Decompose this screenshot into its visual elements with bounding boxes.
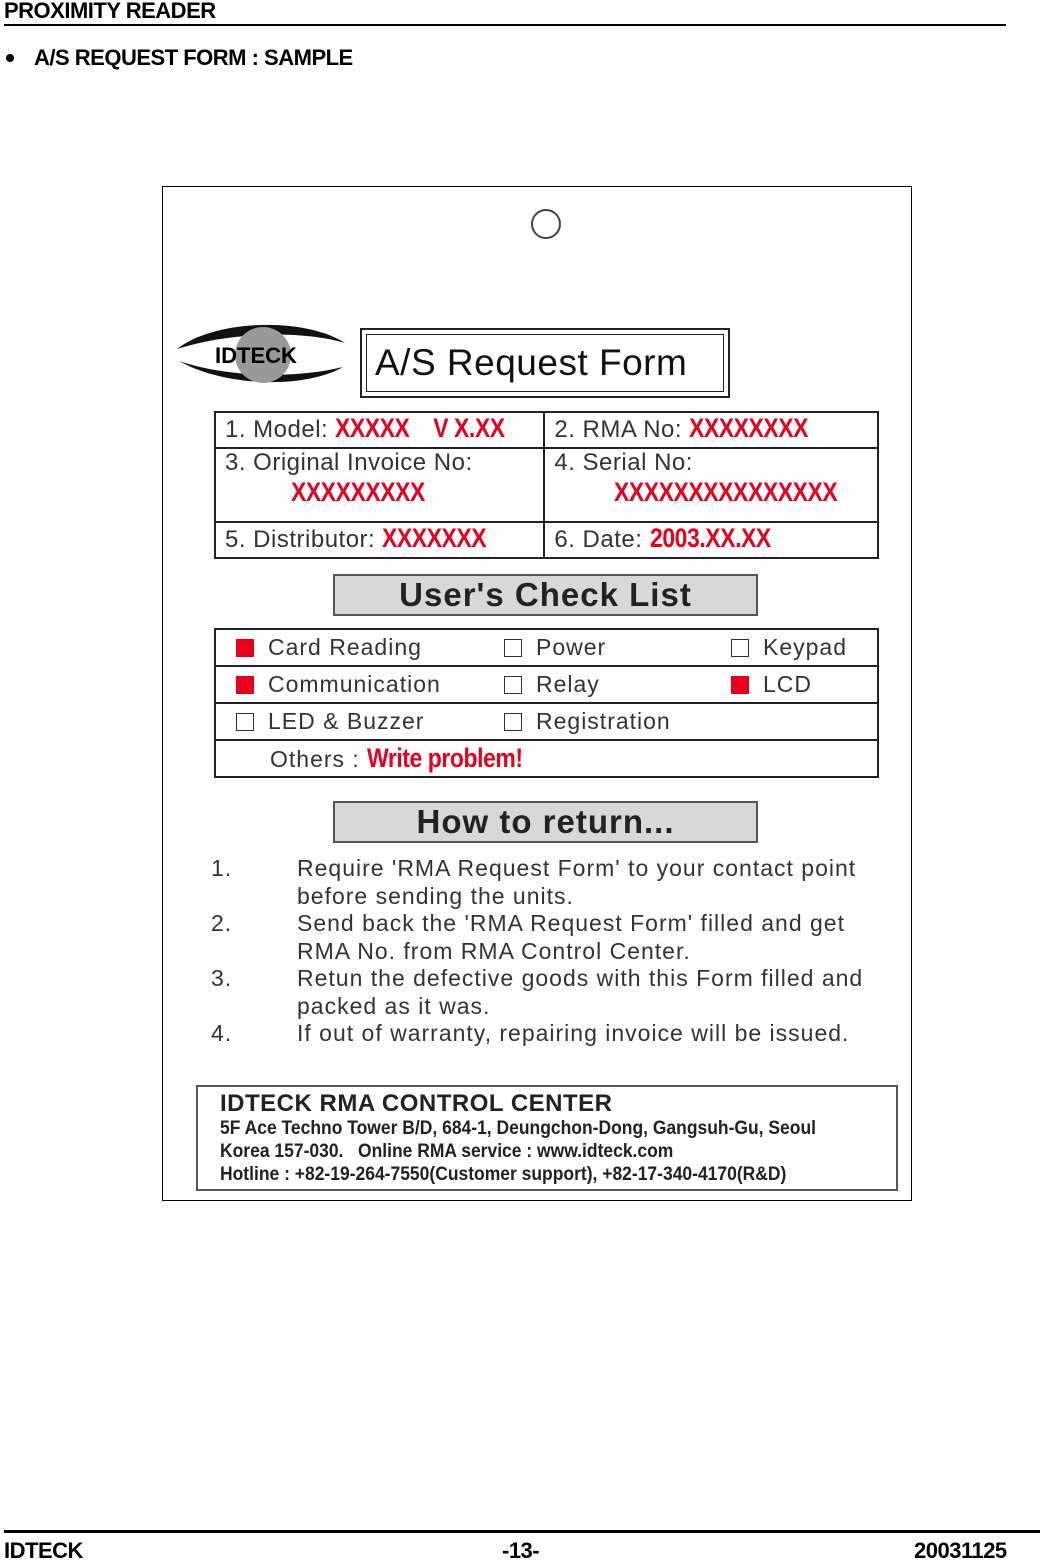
form-sample-image bbox=[162, 186, 912, 1201]
check-label: Communication bbox=[268, 671, 441, 697]
step-text: Send back the 'RMA Request Form' filled and get RMA No. from RMA Control Center. bbox=[297, 910, 845, 964]
info-table bbox=[214, 411, 879, 559]
contact-hotline: Hotline : +82-19-264-7550(Customer support), +82-17-340-4170(R&D) bbox=[220, 1164, 787, 1185]
bullet-icon bbox=[6, 54, 14, 62]
step-number: 1. bbox=[211, 855, 233, 881]
checklist-heading: User's Check List bbox=[333, 574, 758, 616]
checkbox-checked-icon bbox=[731, 676, 749, 694]
distributor-value: XXXXXXX bbox=[382, 523, 487, 553]
date-label: 6. Date: bbox=[554, 526, 643, 553]
hole-punch-icon bbox=[531, 209, 561, 239]
return-step bbox=[211, 1019, 901, 1047]
checkbox-checked-icon bbox=[236, 676, 254, 694]
idteck-logo bbox=[175, 317, 347, 387]
rma-cell bbox=[544, 412, 878, 448]
check-card-reading bbox=[215, 629, 484, 666]
logo-text: IDTECK bbox=[215, 343, 297, 368]
invoice-label: 3. Original Invoice No: bbox=[225, 449, 473, 476]
invoice-cell bbox=[215, 448, 544, 522]
step-text: Require 'RMA Request Form' to your contact point before sending the units. bbox=[297, 855, 857, 909]
footer-date: 20031125 bbox=[914, 1538, 1007, 1563]
model-label: 1. Model: bbox=[225, 416, 329, 443]
footer-company: IDTECK bbox=[4, 1538, 83, 1563]
section-heading-text: A/S REQUEST FORM : SAMPLE bbox=[34, 45, 353, 70]
form-title: A/S Request Form bbox=[366, 334, 724, 392]
rma-value: XXXXXXXX bbox=[689, 413, 809, 443]
step-text: If out of warranty, repairing invoice will be issued. bbox=[297, 1020, 850, 1046]
step-text: Retun the defective goods with this Form filled and packed as it was. bbox=[297, 965, 864, 1019]
form-title-box bbox=[360, 328, 730, 398]
footer-page-number: -13- bbox=[502, 1538, 540, 1563]
checkbox-checked-icon bbox=[236, 639, 254, 657]
check-label: Keypad bbox=[763, 634, 848, 660]
check-empty bbox=[711, 703, 878, 740]
checklist-table bbox=[214, 628, 879, 778]
check-label: Relay bbox=[536, 671, 600, 697]
checkbox-empty-icon bbox=[504, 639, 522, 657]
contact-address: 5F Ace Techno Tower B/D, 684-1, Deungchon-Dong, Gangsuh-Gu, Seoul bbox=[220, 1118, 816, 1139]
contact-title: IDTECK RMA CONTROL CENTER bbox=[220, 1090, 613, 1117]
check-keypad bbox=[711, 629, 878, 666]
checkbox-empty-icon bbox=[236, 713, 254, 731]
others-label: Others : bbox=[270, 746, 360, 772]
date-cell bbox=[544, 522, 878, 558]
check-label: LED & Buzzer bbox=[268, 708, 425, 734]
return-heading: How to return... bbox=[333, 801, 758, 843]
check-label: Power bbox=[536, 634, 607, 660]
return-step bbox=[211, 964, 901, 1020]
contact-box bbox=[196, 1085, 898, 1191]
check-label: LCD bbox=[763, 671, 813, 697]
check-communication bbox=[215, 666, 484, 703]
check-led-buzzer bbox=[215, 703, 484, 740]
distributor-cell bbox=[215, 522, 544, 558]
check-lcd bbox=[711, 666, 878, 703]
checkbox-empty-icon bbox=[504, 676, 522, 694]
check-registration bbox=[484, 703, 711, 740]
invoice-value: XXXXXXXXX bbox=[291, 477, 425, 507]
return-step bbox=[211, 909, 901, 965]
page-footer bbox=[4, 1530, 1040, 1563]
check-label: Registration bbox=[536, 708, 671, 734]
step-number: 4. bbox=[211, 1020, 233, 1046]
others-value: Write problem! bbox=[367, 743, 523, 773]
rma-label: 2. RMA No: bbox=[554, 416, 683, 443]
serial-cell bbox=[544, 448, 878, 522]
serial-label: 4. Serial No: bbox=[554, 449, 693, 476]
serial-value: XXXXXXXXXXXXXXX bbox=[614, 477, 838, 507]
date-value: 2003.XX.XX bbox=[649, 523, 771, 553]
step-number: 2. bbox=[211, 910, 233, 936]
checkbox-empty-icon bbox=[504, 713, 522, 731]
check-relay bbox=[484, 666, 711, 703]
section-heading bbox=[6, 45, 353, 71]
check-others bbox=[215, 740, 878, 777]
header-title: PROXIMITY READER bbox=[4, 0, 216, 23]
check-power bbox=[484, 629, 711, 666]
contact-web: Korea 157-030. Online RMA service : www.idteck.com bbox=[220, 1141, 674, 1162]
checkbox-empty-icon bbox=[731, 639, 749, 657]
model-cell bbox=[215, 412, 544, 448]
page-header bbox=[4, 0, 1006, 26]
check-label: Card Reading bbox=[268, 634, 422, 660]
distributor-label: 5. Distributor: bbox=[225, 526, 376, 553]
return-steps bbox=[211, 854, 901, 1046]
model-value: XXXXX V X.XX bbox=[335, 413, 506, 443]
step-number: 3. bbox=[211, 965, 233, 991]
return-step bbox=[211, 854, 901, 910]
